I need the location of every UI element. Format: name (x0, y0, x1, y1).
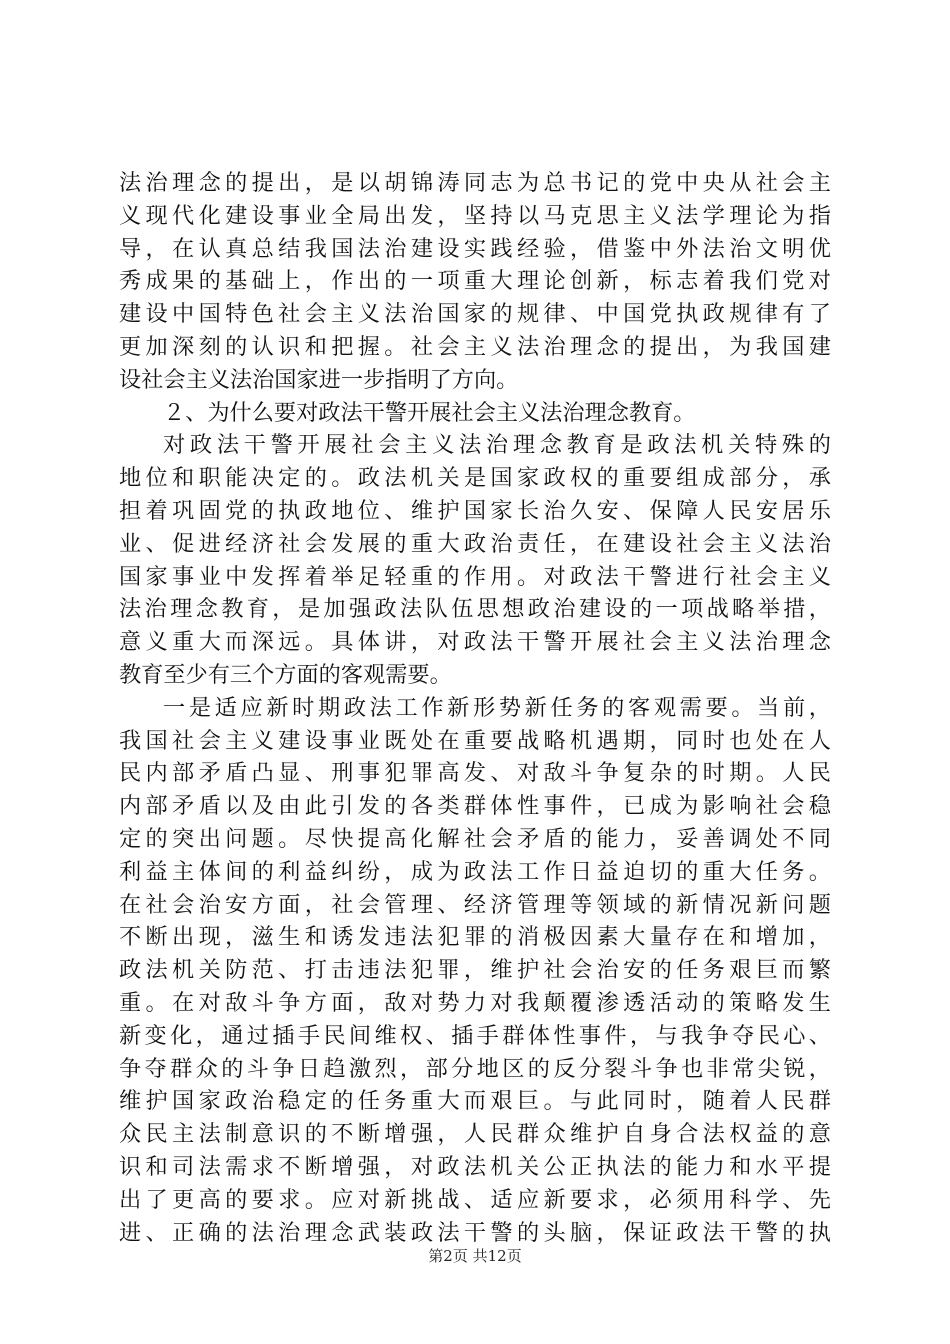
text-line: 意义重大而深远。具体讲，对政法干警开展社会主义法治理念 (119, 629, 831, 656)
text-line: 一是适应新时期政法工作新形势新任务的客观需要。当前， (163, 694, 831, 721)
text-line: 重。在对敌斗争方面，敌对势力对我颠覆渗透活动的策略发生 (119, 989, 831, 1016)
text-line: 民内部矛盾凸显、刑事犯罪高发、对敌斗争复杂的时期。人民 (119, 760, 831, 787)
text-line: 建设中国特色社会主义法治国家的规律、中国党执政规律有了 (119, 301, 831, 328)
text-line: 新变化，通过插手民间维权、插手群体性事件，与我争夺民心、 (119, 1022, 831, 1049)
text-line: 内部矛盾以及由此引发的各类群体性事件，已成为影响社会稳 (119, 793, 831, 820)
text-line: 出了更高的要求。应对新挑战、适应新要求，必须用科学、先 (119, 1186, 831, 1213)
text-line: 担着巩固党的执政地位、维护国家长治久安、保障人民安居乐 (119, 497, 831, 524)
text-line: 地位和职能决定的。政法机关是国家政权的重要组成部分，承 (119, 465, 831, 492)
section-heading: ２、为什么要对政法干警开展社会主义法治理念教育。 (163, 399, 696, 426)
text-line: 设社会主义法治国家进一步指明了方向。 (119, 366, 519, 393)
text-line: 利益主体间的利益纠纷，成为政法工作日益迫切的重大任务。 (119, 858, 831, 885)
text-line: 进、正确的法治理念武装政法干警的头脑，保证政法干警的执 (119, 1219, 831, 1246)
text-line: 教育至少有三个方面的客观需要。 (119, 661, 452, 688)
text-line: 我国社会主义建设事业既处在重要战略机遇期，同时也处在人 (119, 727, 831, 754)
text-line: 不断出现，滋生和诱发违法犯罪的消极因素大量存在和增加， (119, 924, 831, 951)
text-line: 国家事业中发挥着举足轻重的作用。对政法干警进行社会主义 (119, 563, 831, 590)
text-line: 政法机关防范、打击违法犯罪，维护社会治安的任务艰巨而繁 (119, 957, 831, 984)
text-line: 争夺群众的斗争日趋激烈，部分地区的反分裂斗争也非常尖锐， (119, 1055, 831, 1082)
text-line: 定的突出问题。尽快提高化解社会矛盾的能力，妥善调处不同 (119, 825, 831, 852)
text-line: 维护国家政治稳定的任务重大而艰巨。与此同时，随着人民群 (119, 1088, 831, 1115)
text-line: 在社会治安方面，社会管理、经济管理等领域的新情况新问题 (119, 891, 831, 918)
document-body (119, 167, 831, 1249)
text-line: 法治理念教育，是加强政法队伍思想政治建设的一项战略举措， (119, 596, 831, 623)
text-line: 众民主法制意识的不断增强，人民群众维护自身合法权益的意 (119, 1121, 831, 1148)
text-line: 业、促进经济社会发展的重大政治责任，在建设社会主义法治 (119, 530, 831, 557)
text-line: 导，在认真总结我国法治建设实践经验，借鉴中外法治文明优 (119, 235, 831, 262)
text-line: 法治理念的提出，是以胡锦涛同志为总书记的党中央从社会主 (119, 170, 831, 196)
text-line: 更加深刻的认识和把握。社会主义法治理念的提出，为我国建 (119, 333, 831, 360)
text-line: 秀成果的基础上，作出的一项重大理论创新，标志着我们党对 (119, 268, 831, 295)
text-line: 对政法干警开展社会主义法治理念教育是政法机关特殊的 (163, 432, 831, 459)
page-footer: 第2页 共12页 (428, 1247, 522, 1265)
text-line: 识和司法需求不断增强，对政法机关公正执法的能力和水平提 (119, 1153, 831, 1180)
text-line: 义现代化建设事业全局出发，坚持以马克思主义法学理论为指 (119, 202, 831, 229)
